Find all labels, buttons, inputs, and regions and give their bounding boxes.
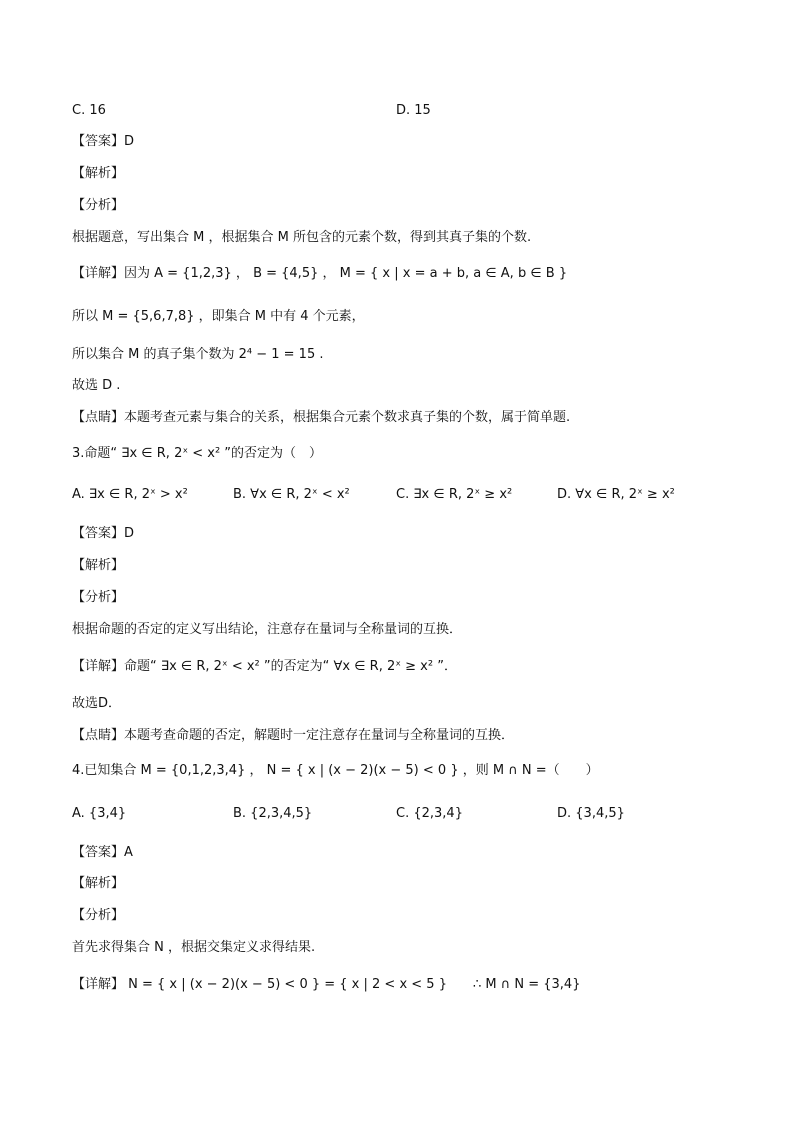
analysis-text: 根据命题的否定的定义写出结论，注意存在量词与全称量词的互换． [72, 622, 463, 637]
analysis-label: 【解析】 [72, 558, 125, 573]
option-c-q2: C. 16 [72, 103, 106, 118]
option-c-q4: C. {2,3,4} [396, 806, 463, 821]
detail-line: 所以 M = {5,6,7,8} ，即集合 M 中有 4 个元素， [72, 309, 365, 324]
detail-line: 【详解】因为 A = {1,2,3} ， B = {4,5} ， M = { x | x = a + b, a ∈ A, b ∈ B } [72, 266, 568, 281]
option-a-q3: A. ∃x ∈ R, 2ˣ > x² [72, 487, 188, 502]
question-4: 4.已知集合 M = {0,1,2,3,4} ， N = { x | (x − 2)(x − 5) < 0 } ，则 M ∩ N =（ ） [72, 763, 599, 778]
analysis-sub-label: 【分析】 [72, 198, 125, 213]
option-d-q4: D. {3,4,5} [557, 806, 625, 821]
detail-line: 【详解】命题“ ∃x ∈ R, 2ˣ < x² ”的否定为“ ∀x ∈ R, 2ˣ ≥ x² ”． [72, 659, 457, 674]
detail-line: 【详解】 N = { x | (x − 2)(x − 5) < 0 } = { x | 2 < x < 5 } ∴ M ∩ N = {3,4} [72, 977, 581, 992]
choose-line: 故选 D . [72, 378, 121, 393]
analysis-sub-label: 【分析】 [72, 908, 125, 923]
analysis-label: 【解析】 [72, 876, 125, 891]
analysis-text: 根据题意，写出集合 M ，根据集合 M 所包含的元素个数，得到其真子集的个数. [72, 230, 532, 245]
option-c-q3: C. ∃x ∈ R, 2ˣ ≥ x² [396, 487, 513, 502]
detail-line: 所以集合 M 的真子集个数为 2⁴ − 1 = 15 . [72, 347, 324, 362]
option-b-q3: B. ∀x ∈ R, 2ˣ < x² [233, 487, 350, 502]
choose-line: 故选D． [72, 696, 122, 711]
option-a-q4: A. {3,4} [72, 806, 127, 821]
option-d-q2: D. 15 [396, 103, 431, 118]
comment-line: 【点睛】本题考查元素与集合的关系，根据集合元素个数求真子集的个数，属于简单题. [72, 410, 571, 425]
comment-line: 【点睛】本题考查命题的否定，解题时一定注意存在量词与全称量词的互换． [72, 728, 515, 743]
analysis-text: 首先求得集合 N ，根据交集定义求得结果. [72, 940, 316, 955]
analysis-label: 【解析】 [72, 166, 125, 181]
question-3: 3.命题“ ∃x ∈ R, 2ˣ < x² ”的否定为（ ） [72, 446, 323, 461]
option-b-q4: B. {2,3,4,5} [233, 806, 313, 821]
answer-label: 【答案】D [72, 526, 135, 541]
answer-label: 【答案】D [72, 134, 135, 149]
option-d-q3: D. ∀x ∈ R, 2ˣ ≥ x² [557, 487, 675, 502]
analysis-sub-label: 【分析】 [72, 590, 125, 605]
answer-label: 【答案】A [72, 845, 133, 860]
